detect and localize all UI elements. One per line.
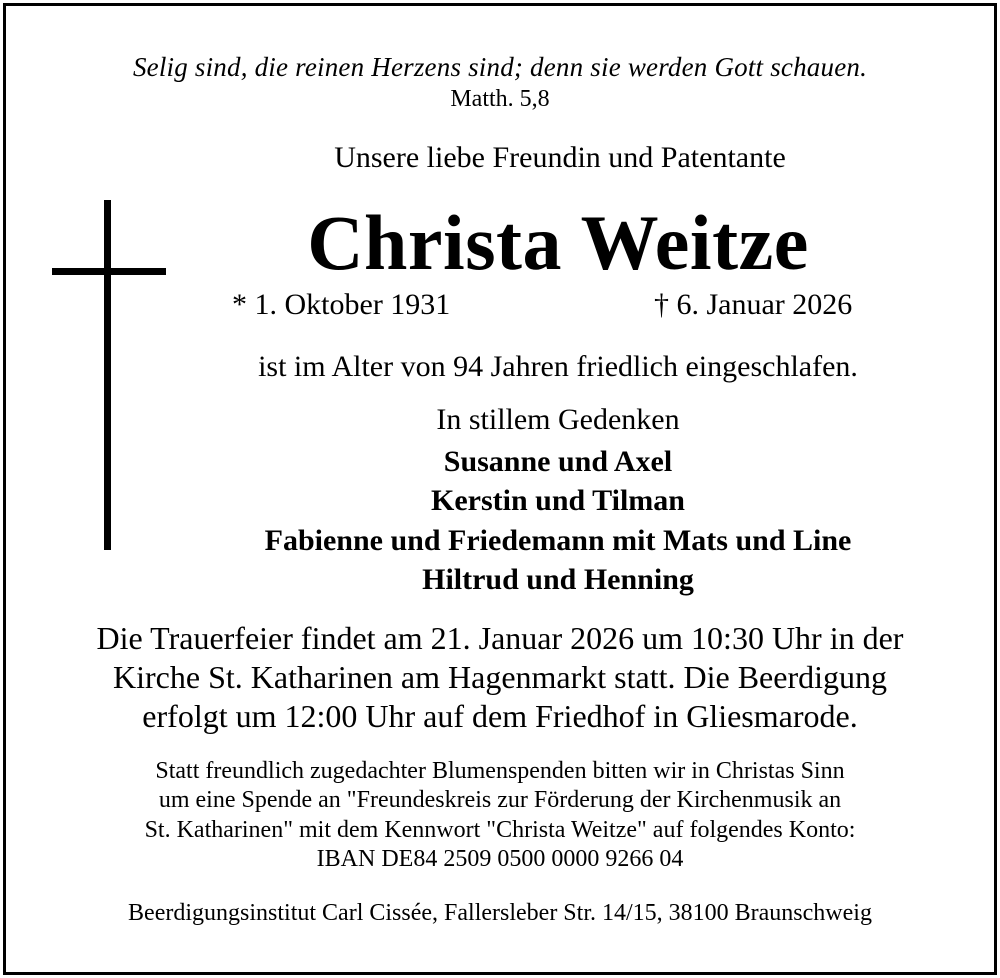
age-statement: ist im Alter von 94 Jahren friedlich eingeschlafen.	[258, 350, 858, 383]
bible-verse-reference: Matth. 5,8	[450, 86, 550, 112]
iban-line: IBAN DE84 2509 0500 0000 9266 04	[316, 846, 684, 872]
donation-info-line: Statt freundlich zugedachter Blumenspenden bitten wir in Christas Sinn	[155, 758, 845, 784]
mourner-name: Hiltrud und Henning	[422, 563, 694, 596]
death-date: † 6. Januar 2026	[654, 288, 853, 321]
mourner-name: Fabienne und Friedemann mit Mats und Line	[264, 524, 852, 557]
service-info-line: Kirche St. Katharinen am Hagenmarkt statt. Die Beerdigung	[113, 659, 887, 695]
donation-info-line: um eine Spende an "Freundeskreis zur Förderung der Kirchenmusik an	[158, 787, 842, 813]
deceased-name: Christa Weitze	[307, 199, 809, 286]
bible-verse: Selig sind, die reinen Herzens sind; denn sie werden Gott schauen.	[132, 52, 868, 82]
intro-line: Unsere liebe Freundin und Patentante	[334, 141, 786, 174]
service-info-line: erfolgt um 12:00 Uhr auf dem Friedhof in Gliesmarode.	[142, 698, 858, 734]
birth-date: * 1. Oktober 1931	[232, 288, 451, 321]
mourner-name: Kerstin und Tilman	[431, 484, 685, 517]
memory-heading: In stillem Gedenken	[436, 403, 680, 436]
donation-info-line: St. Katharinen" mit dem Kennwort "Christa Weitze" auf folgendes Konto:	[144, 817, 856, 843]
service-info-line: Die Trauerfeier findet am 21. Januar 2026 um 10:30 Uhr in der	[96, 620, 904, 656]
mourner-name: Susanne und Axel	[443, 445, 673, 478]
undertaker-info: Beerdigungsinstitut Carl Cissée, Fallersleber Str. 14/15, 38100 Braunschweig	[128, 900, 872, 926]
